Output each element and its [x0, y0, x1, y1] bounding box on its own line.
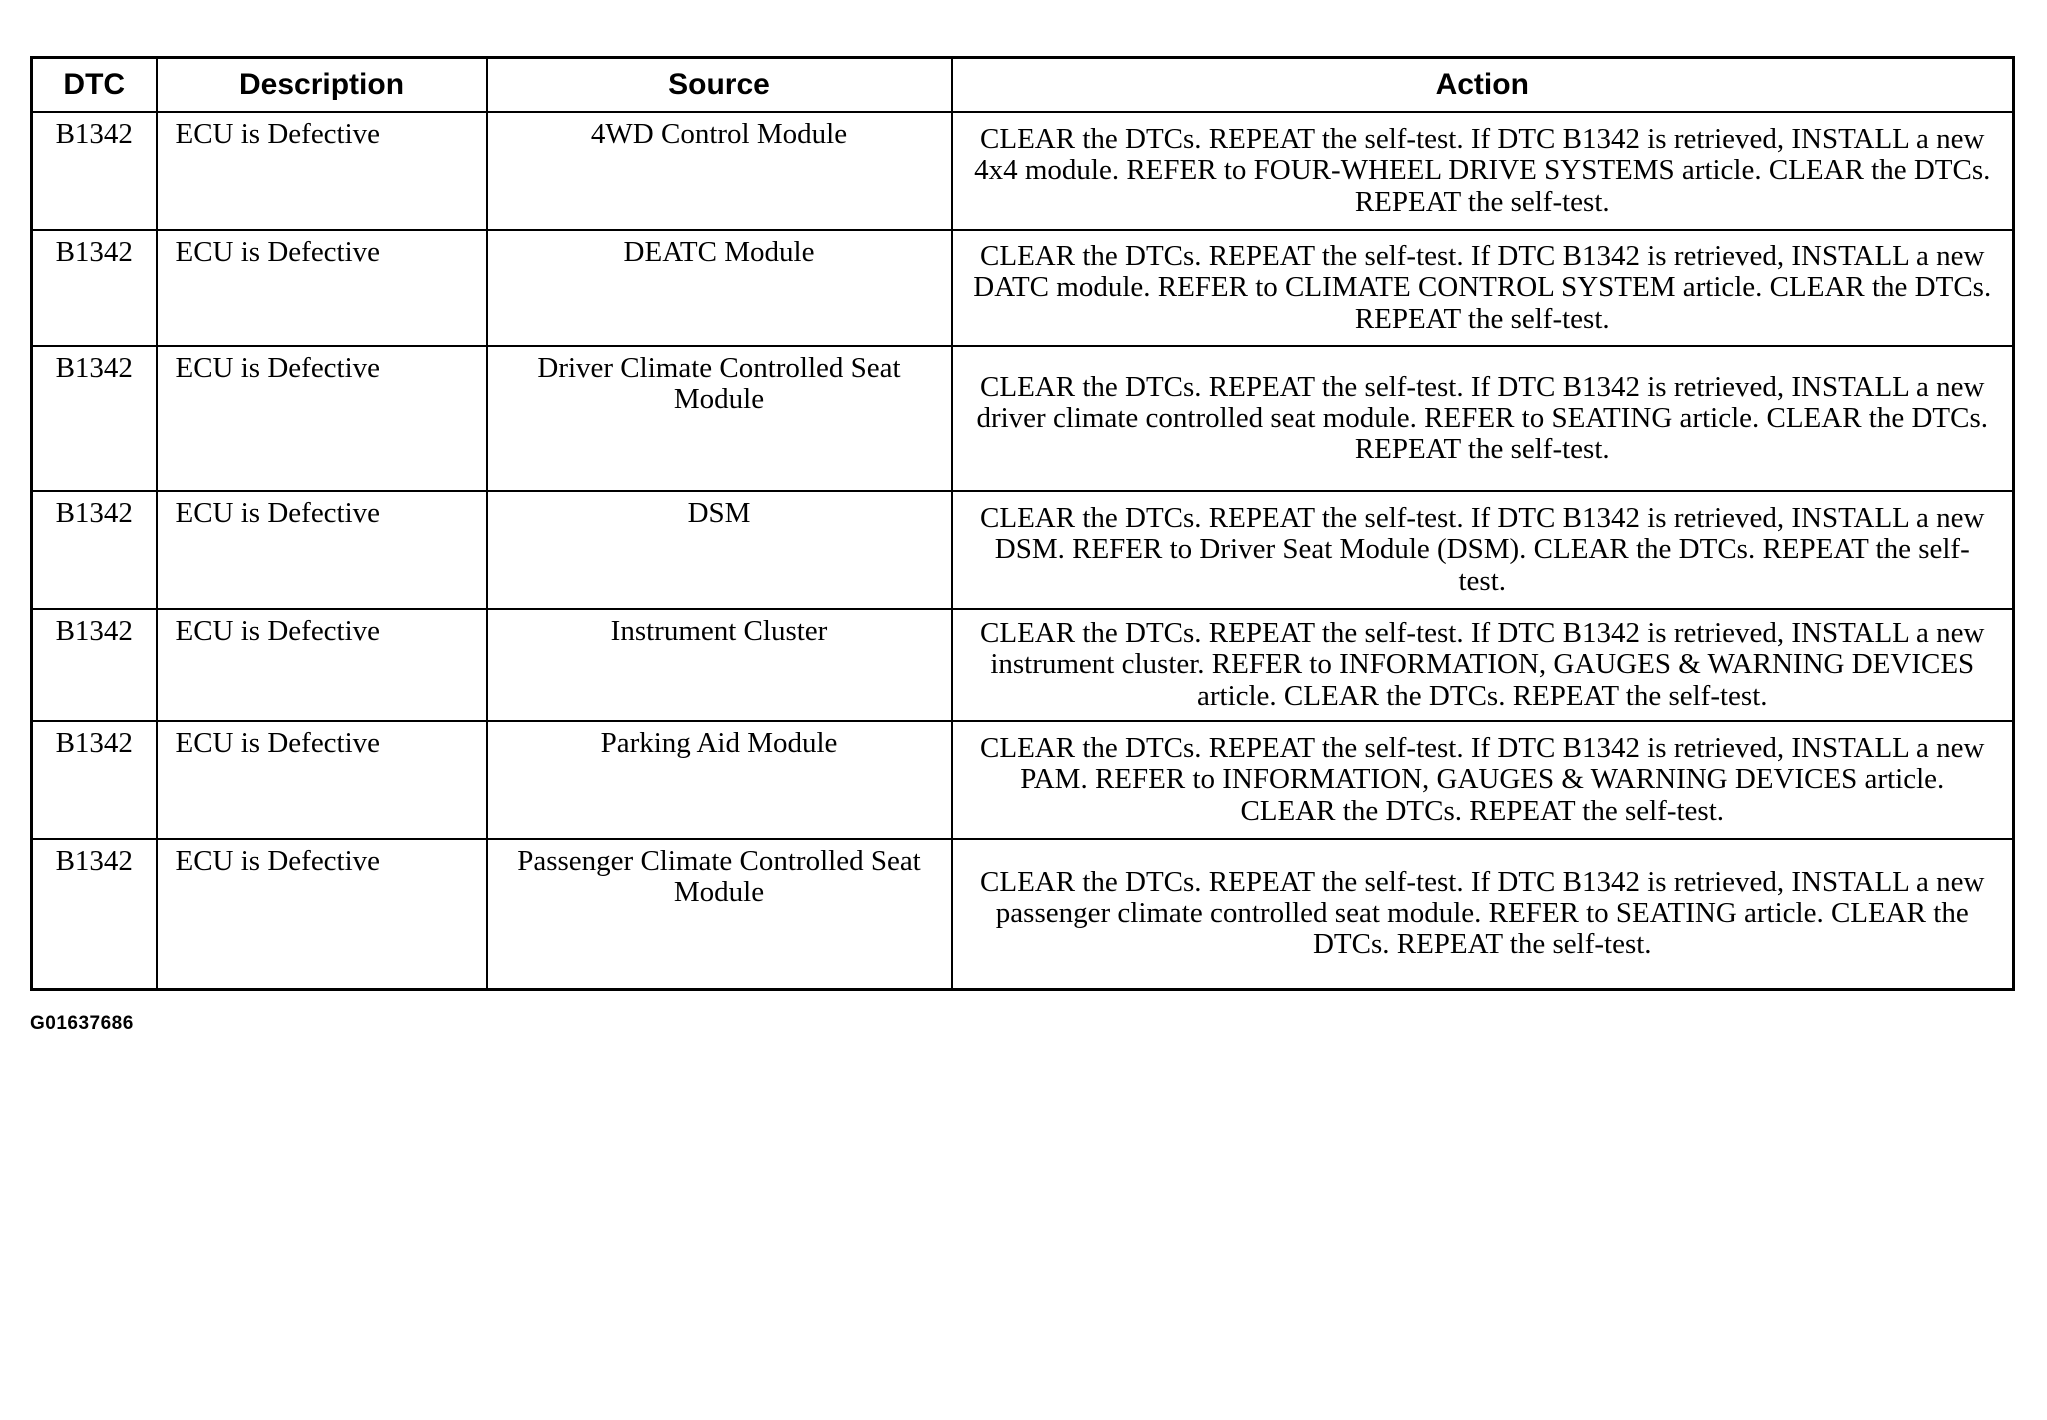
dtc-table	[30, 56, 2015, 991]
header-row	[32, 58, 2014, 113]
column-header-description: Description	[157, 58, 487, 113]
source-cell: Driver Climate Controlled Seat Module	[487, 346, 952, 491]
source-cell: Instrument Cluster	[487, 609, 952, 721]
source-cell: DSM	[487, 491, 952, 609]
table-row	[32, 112, 2014, 230]
source-cell: Passenger Climate Controlled Seat Module	[487, 839, 952, 989]
action-cell: CLEAR the DTCs. REPEAT the self-test. If DTC B1342 is retrieved, INSTALL a new instrument cluster. REFER to INFORMATION, GAUGES & WARNING DEVICES article. CLEAR the DTCs. REPEAT the self-test.	[952, 609, 2014, 721]
column-header-action: Action	[952, 58, 2014, 113]
dtc-cell: B1342	[32, 721, 157, 839]
description-cell: ECU is Defective	[157, 491, 487, 609]
column-header-source: Source	[487, 58, 952, 113]
table-row	[32, 491, 2014, 609]
description-cell: ECU is Defective	[157, 230, 487, 346]
action-cell: CLEAR the DTCs. REPEAT the self-test. If DTC B1342 is retrieved, INSTALL a new DSM. REFER to Driver Seat Module (DSM). CLEAR the DTCs. REPEAT the self-test.	[952, 491, 2014, 609]
action-cell: CLEAR the DTCs. REPEAT the self-test. If DTC B1342 is retrieved, INSTALL a new 4x4 module. REFER to FOUR-WHEEL DRIVE SYSTEMS article. CLEAR the DTCs. REPEAT the self-test.	[952, 112, 2014, 230]
action-cell: CLEAR the DTCs. REPEAT the self-test. If DTC B1342 is retrieved, INSTALL a new PAM. REFER to INFORMATION, GAUGES & WARNING DEVICES article. CLEAR the DTCs. REPEAT the self-test.	[952, 721, 2014, 839]
description-cell: ECU is Defective	[157, 346, 487, 491]
action-cell: CLEAR the DTCs. REPEAT the self-test. If DTC B1342 is retrieved, INSTALL a new driver climate controlled seat module. REFER to SEATING article. CLEAR the DTCs. REPEAT the self-test.	[952, 346, 2014, 491]
table-row	[32, 721, 2014, 839]
description-cell: ECU is Defective	[157, 609, 487, 721]
dtc-cell: B1342	[32, 230, 157, 346]
dtc-cell: B1342	[32, 491, 157, 609]
table-row	[32, 346, 2014, 491]
table-row	[32, 230, 2014, 346]
dtc-cell: B1342	[32, 609, 157, 721]
dtc-cell: B1342	[32, 346, 157, 491]
table-row	[32, 609, 2014, 721]
action-cell: CLEAR the DTCs. REPEAT the self-test. If DTC B1342 is retrieved, INSTALL a new passenger climate controlled seat module. REFER to SEATING article. CLEAR the DTCs. REPEAT the self-test.	[952, 839, 2014, 989]
source-cell: DEATC Module	[487, 230, 952, 346]
column-header-dtc: DTC	[32, 58, 157, 113]
source-cell: Parking Aid Module	[487, 721, 952, 839]
dtc-cell: B1342	[32, 839, 157, 989]
dtc-cell: B1342	[32, 112, 157, 230]
action-cell: CLEAR the DTCs. REPEAT the self-test. If DTC B1342 is retrieved, INSTALL a new DATC module. REFER to CLIMATE CONTROL SYSTEM article. CLEAR the DTCs. REPEAT the self-test.	[952, 230, 2014, 346]
description-cell: ECU is Defective	[157, 112, 487, 230]
description-cell: ECU is Defective	[157, 839, 487, 989]
figure-id: G01637686	[30, 1013, 134, 1034]
table-row	[32, 839, 2014, 989]
source-cell: 4WD Control Module	[487, 112, 952, 230]
description-cell: ECU is Defective	[157, 721, 487, 839]
document-page	[30, 56, 2015, 991]
